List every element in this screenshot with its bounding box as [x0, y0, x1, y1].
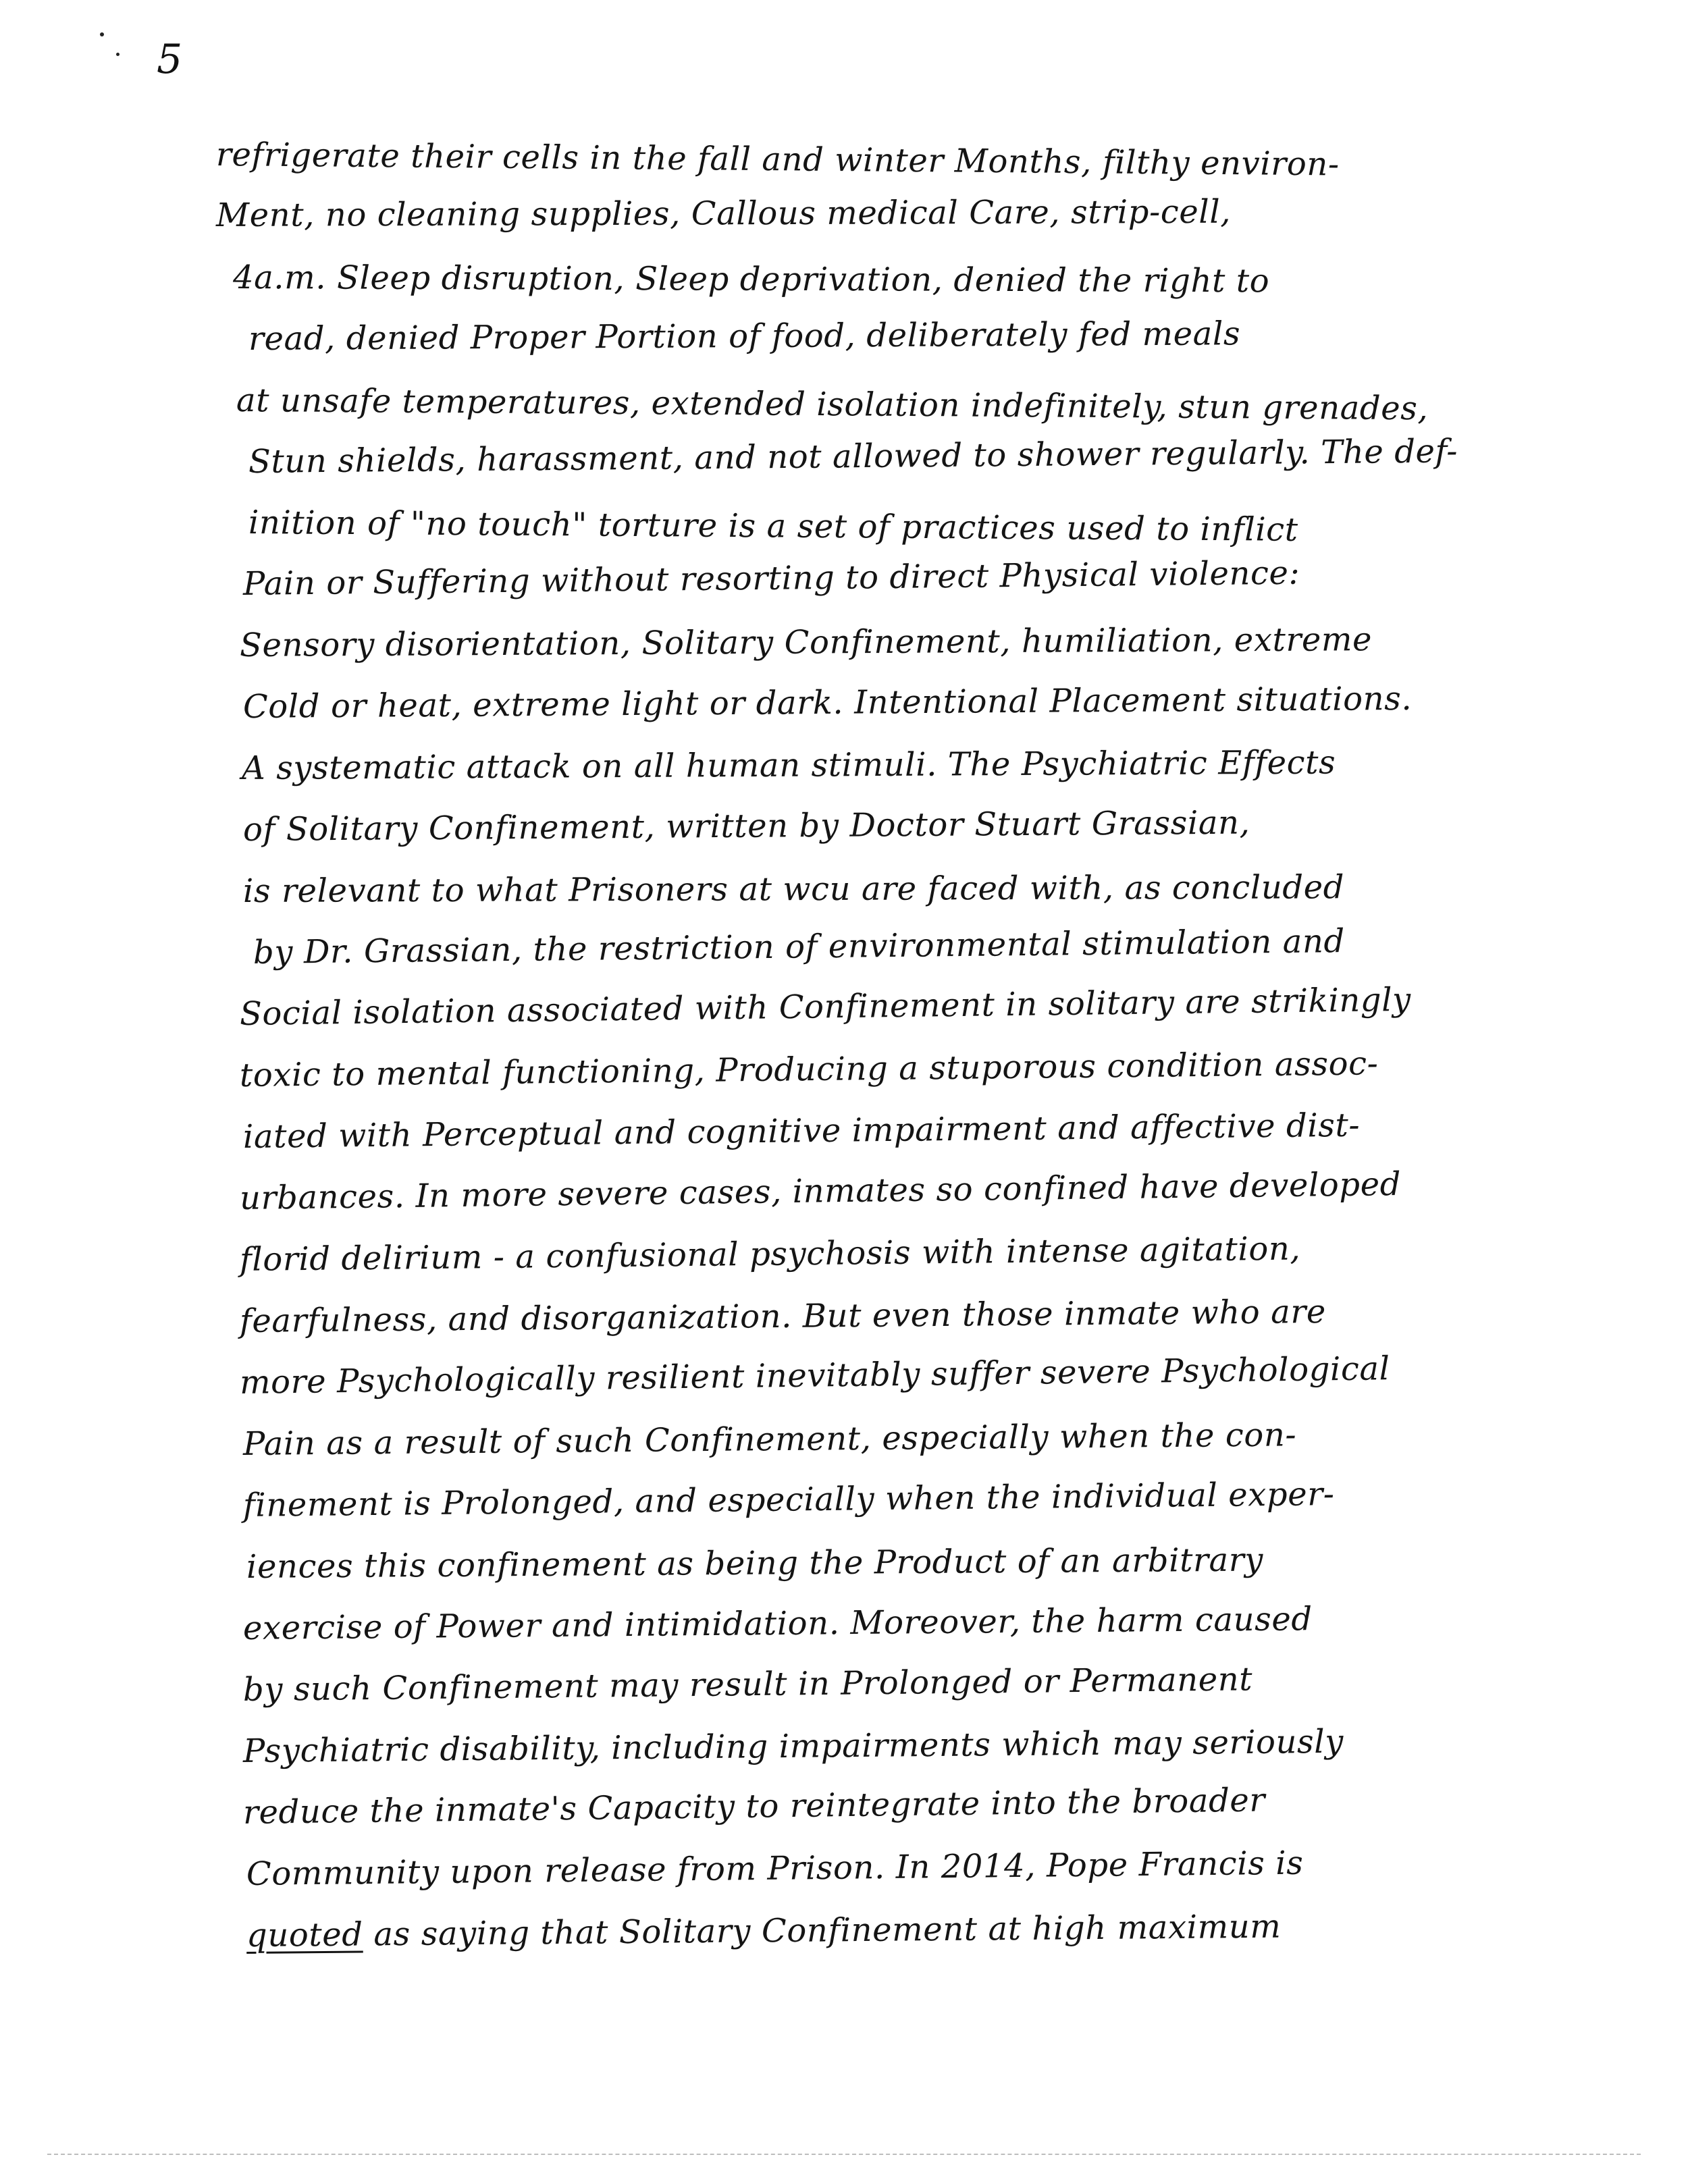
text-line: Social isolation associated with Confinement in solitary are strikingly	[239, 980, 1412, 1033]
text-line: is relevant to what Prisoners at wcu are faced with, as concluded	[242, 868, 1345, 910]
text-line: at unsafe temperatures, extended isolation indefinitely, stun grenades,	[236, 381, 1429, 428]
text-line: urbances. In more severe cases, inmates so confined have developed	[239, 1165, 1402, 1217]
text-line: A systematic attack on all human stimuli. The Psychiatric Effects	[241, 743, 1336, 787]
text-line: Sensory disorientation, Solitary Confinement, humiliation, extreme	[239, 620, 1373, 664]
text-line: inition of "no touch" torture is a set of practices used to inflict	[248, 504, 1298, 549]
text-line: Pain as a result of such Confinement, especially when the con-	[242, 1416, 1297, 1463]
text-line: Community upon release from Prison. In 2014, Pope Francis is	[246, 1844, 1304, 1893]
text-line: by such Confinement may result in Prolonged or Permanent	[242, 1660, 1253, 1709]
text-line: reduce the inmate's Capacity to reintegrate into the broader	[242, 1781, 1266, 1832]
text-line: read, denied Proper Portion of food, deliberately fed meals	[248, 315, 1241, 358]
text-line: of Solitary Confinement, written by Doctor Stuart Grassian,	[242, 803, 1250, 849]
text-line: Psychiatric disability, including impairments which may seriously	[242, 1722, 1344, 1770]
text-line: fearfulness, and disorganization. But even those inmate who are	[239, 1292, 1327, 1340]
page-number: 5	[157, 36, 183, 83]
scan-speck	[100, 32, 104, 36]
text-line: more Psychologically resilient inevitably suffer severe Psychological	[239, 1350, 1390, 1402]
text-line: iences this confinement as being the Product of an arbitrary	[246, 1541, 1264, 1586]
underlined-word: quoted	[246, 1915, 363, 1954]
text-line: iated with Perceptual and cognitive impairment and affective dist-	[242, 1106, 1361, 1156]
scan-bottom-edge	[47, 2154, 1641, 2155]
text-line: exercise of Power and intimidation. Moreover, the harm caused	[242, 1600, 1313, 1647]
text-line: Ment, no cleaning supplies, Callous medical Care, strip-cell,	[215, 192, 1232, 234]
text-line: florid delirium - a confusional psychosis with intense agitation,	[239, 1229, 1301, 1279]
text-line: Pain or Suffering without resorting to direct Physical violence:	[242, 554, 1300, 603]
text-line-last	[246, 1900, 1282, 1962]
text-line: toxic to mental functioning, Producing a stuporous condition assoc-	[239, 1044, 1379, 1094]
text-line: 4a.m. Sleep disruption, Sleep deprivation, denied the right to	[232, 259, 1270, 300]
text-line-remainder: as saying that Solitary Confinement at high maximum	[363, 1907, 1282, 1954]
text-line: refrigerate their cells in the fall and winter Months, filthy environ-	[215, 136, 1340, 184]
text-line: Stun shields, harassment, and not allowed to shower regularly. The def-	[248, 432, 1458, 481]
scan-speck	[116, 53, 120, 56]
text-line: Cold or heat, extreme light or dark. Intentional Placement situations.	[242, 679, 1413, 726]
text-line: finement is Prolonged, and especially when the individual exper-	[242, 1475, 1335, 1524]
text-line: by Dr. Grassian, the restriction of environmental stimulation and	[253, 922, 1346, 971]
